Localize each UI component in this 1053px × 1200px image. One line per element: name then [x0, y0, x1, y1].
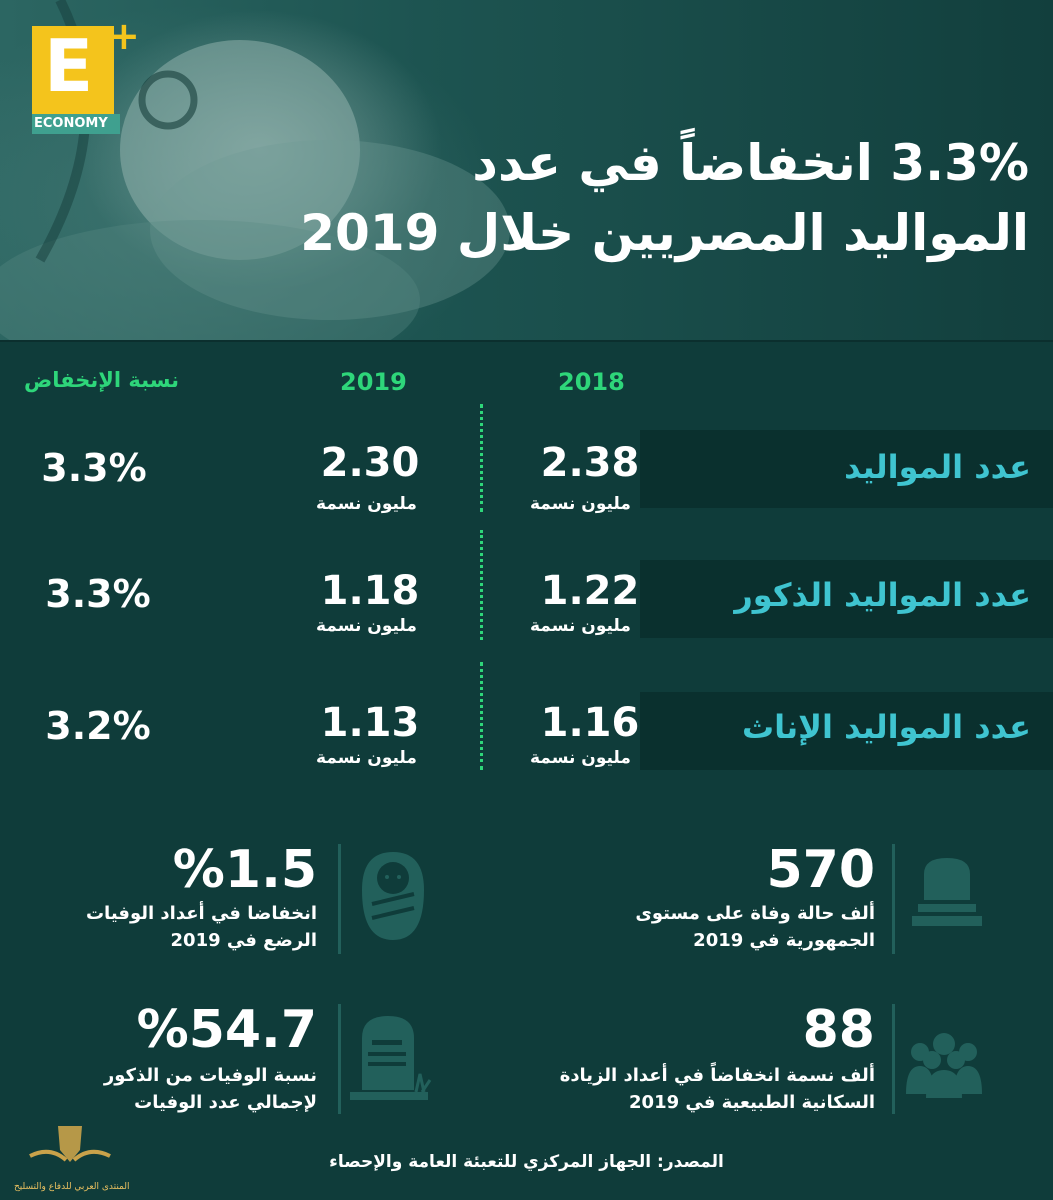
value-2018-male: 1.22: [540, 568, 640, 614]
row-label-male-births: عدد المواليد الذكور: [734, 576, 1031, 614]
unit-label: مليون نسمة: [316, 748, 417, 768]
column-header-2018: 2018: [558, 368, 625, 396]
stat-divider: [892, 844, 895, 954]
decline-female: 3.2%: [45, 704, 151, 748]
stat-value-deaths: 570: [766, 840, 875, 900]
page-title: [269, 128, 1029, 268]
swaddled-baby-icon: [358, 848, 428, 944]
people-group-icon: [906, 1030, 982, 1098]
tombstone-icon: [912, 852, 982, 932]
value-2019-births: 2.30: [320, 440, 420, 486]
value-2018-births: 2.38: [540, 440, 640, 486]
stat-divider: [892, 1004, 895, 1114]
title-line-1: 3.3% انخفاضاً في عدد: [472, 134, 1029, 192]
column-separator: [480, 404, 483, 512]
logo-letter: E: [44, 24, 94, 108]
watermark-text: المنتدى العربي للدفاع والتسليح: [14, 1182, 130, 1192]
stat-value-population-growth: 88: [802, 1000, 875, 1060]
title-line-2: المواليد المصريين خلال 2019: [300, 204, 1029, 262]
unit-label: مليون نسمة: [530, 748, 631, 768]
unit-label: مليون نسمة: [530, 494, 631, 514]
column-header-2019: 2019: [340, 368, 407, 396]
row-label-female-births: عدد المواليد الإناث: [741, 708, 1031, 746]
column-separator: [480, 662, 483, 770]
stat-value-male-deaths: %54.7: [136, 1000, 317, 1060]
unit-label: مليون نسمة: [530, 616, 631, 636]
economy-logo: [32, 14, 140, 131]
hero-banner: [0, 0, 1053, 340]
stat-divider: [338, 1004, 341, 1114]
decline-male: 3.3%: [45, 572, 151, 616]
value-2018-female: 1.16: [540, 700, 640, 746]
value-2019-male: 1.18: [320, 568, 420, 614]
stat-text-infant-deaths: انخفاضا في أعداد الوفيات الرضع في 2019: [85, 903, 317, 951]
decline-births: 3.3%: [41, 446, 147, 490]
stat-text-deaths: ألف حالة وفاة على مستوى الجمهورية في 2019: [635, 903, 875, 951]
logo-plus: +: [108, 14, 140, 58]
stat-text-population-growth: ألف نسمة انخفاضاً في أعداد الزيادة السكانية الطبيعية في 2019: [559, 1065, 875, 1113]
row-label-births: عدد المواليد: [844, 448, 1031, 486]
source-note: المصدر: الجهاز المركزي للتعبئة العامة والإحصاء: [329, 1152, 724, 1172]
stat-value-infant-deaths: %1.5: [172, 840, 317, 900]
column-header-decline: نسبة الإنخفاض: [24, 368, 179, 392]
stat-text-male-deaths: نسبة الوفيات من الذكور لإجمالي عدد الوفيات: [103, 1065, 317, 1113]
unit-label: مليون نسمة: [316, 494, 417, 514]
divider: [0, 340, 1053, 342]
logo-word: ECONOMY: [34, 116, 108, 131]
value-2019-female: 1.13: [320, 700, 420, 746]
column-separator: [480, 530, 483, 640]
grave-icon: [346, 1010, 432, 1106]
stat-divider: [338, 844, 341, 954]
unit-label: مليون نسمة: [316, 616, 417, 636]
